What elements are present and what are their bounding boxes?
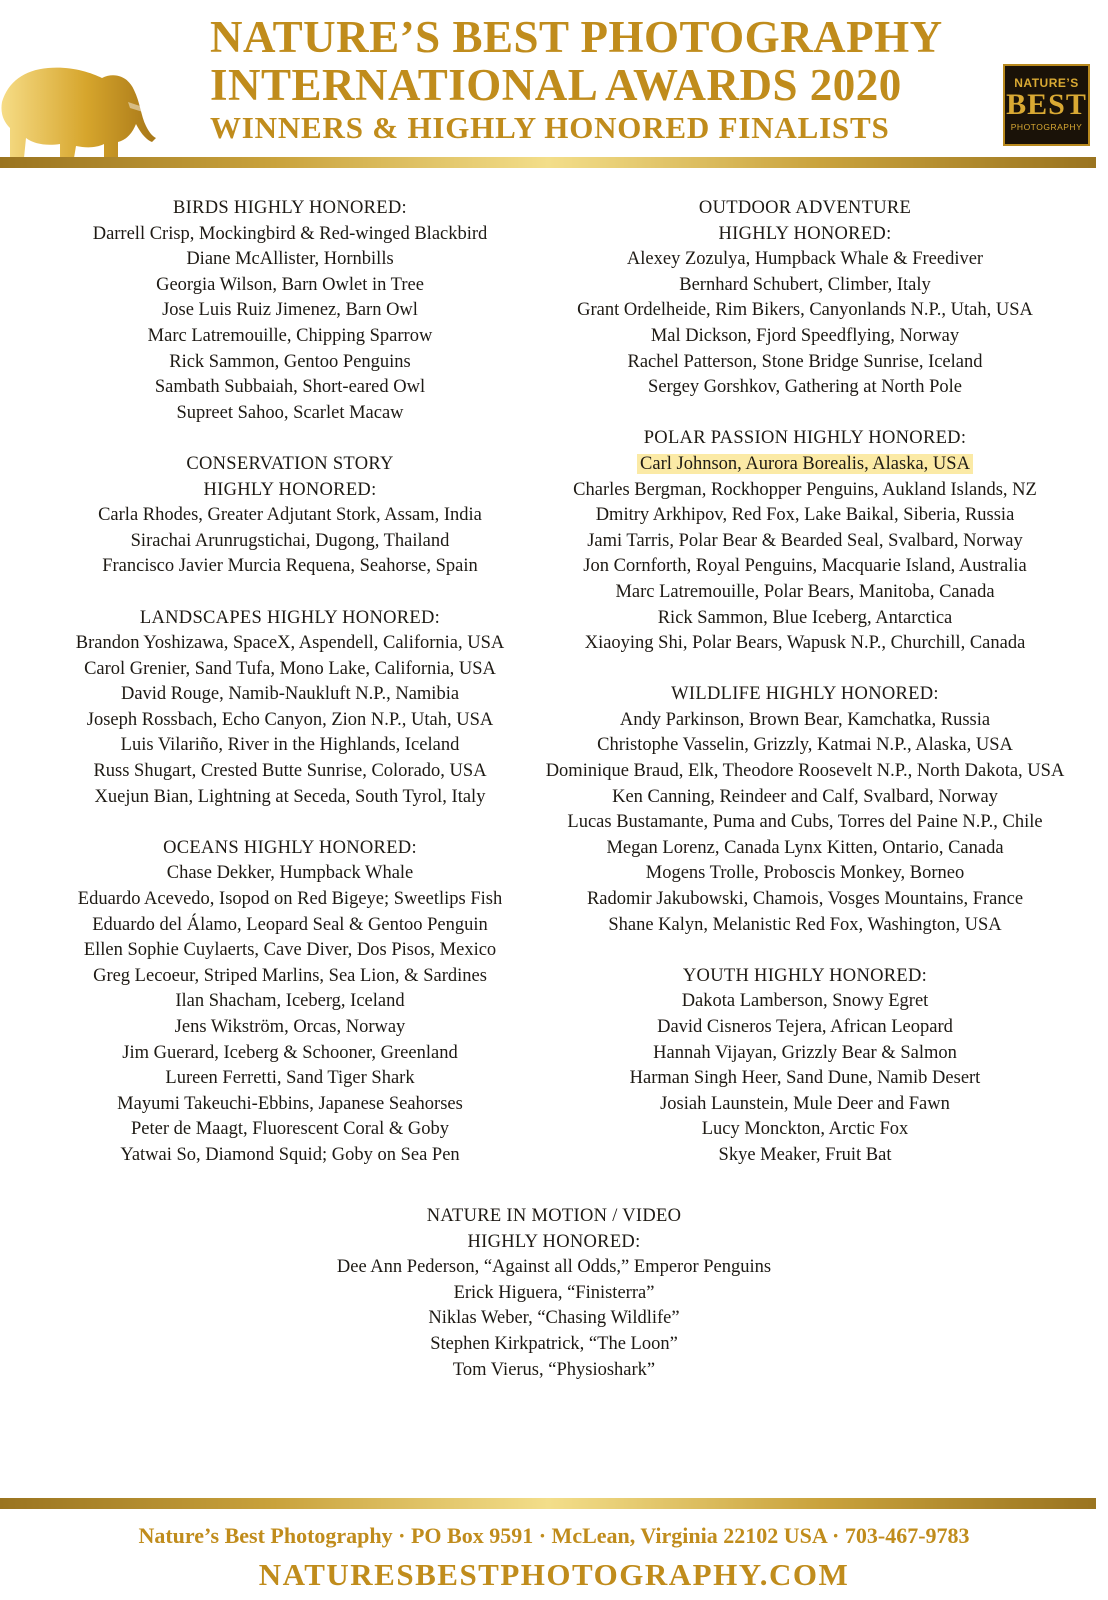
award-entry: Brandon Yoshizawa, SpaceX, Aspendell, California, USA bbox=[75, 633, 505, 654]
award-entry: Joseph Rossbach, Echo Canyon, Zion N.P., Utah, USA bbox=[86, 709, 494, 730]
award-section bbox=[545, 964, 1065, 1169]
top-gold-divider bbox=[0, 157, 1096, 168]
award-entry: Marc Latremouille, Polar Bears, Manitoba, Canada bbox=[615, 581, 995, 602]
award-entry: Mogens Trolle, Proboscis Monkey, Borneo bbox=[645, 863, 965, 884]
section-heading: HIGHLY HONORED: bbox=[718, 223, 892, 244]
award-entry: David Cisneros Tejera, African Leopard bbox=[657, 1017, 953, 1037]
logo-line-2: BEST bbox=[1006, 88, 1087, 121]
award-entry: Luis Vilariño, River in the Highlands, Iceland bbox=[120, 735, 460, 756]
award-entry: Xiaoying Shi, Polar Bears, Wapusk N.P., Churchill, Canada bbox=[584, 633, 1026, 654]
award-entry: Megan Lorenz, Canada Lynx Kitten, Ontario, Canada bbox=[606, 837, 1004, 858]
award-entry: Mal Dickson, Fjord Speedflying, Norway bbox=[650, 325, 960, 346]
award-section bbox=[545, 682, 1065, 938]
highlighted-entry: Carl Johnson, Aurora Borealis, Alaska, USA bbox=[637, 454, 973, 474]
bottom-gold-divider bbox=[0, 1498, 1096, 1509]
award-entry: Tom Vierus, “Physioshark” bbox=[452, 1359, 656, 1380]
logo-line-1: NATURE’S bbox=[1014, 76, 1079, 90]
award-entry: Peter de Maagt, Fluorescent Coral & Goby bbox=[130, 1119, 450, 1140]
award-entry: Jim Guerard, Iceberg & Schooner, Greenland bbox=[122, 1042, 458, 1063]
award-entry: Andy Parkinson, Brown Bear, Kamchatka, Russia bbox=[619, 709, 991, 730]
award-entry: Lucy Monckton, Arctic Fox bbox=[701, 1119, 909, 1140]
footer-website-link[interactable]: NATURESBESTPHOTOGRAPHY.COM bbox=[258, 1557, 850, 1592]
title-line-2: INTERNATIONAL AWARDS 2020 bbox=[210, 60, 902, 110]
award-section bbox=[30, 196, 550, 426]
award-entry: Georgia Wilson, Barn Owlet in Tree bbox=[156, 274, 424, 295]
section-heading: CONSERVATION STORY bbox=[186, 453, 394, 474]
award-entry: Jose Luis Ruiz Jimenez, Barn Owl bbox=[162, 300, 418, 321]
section-heading: HIGHLY HONORED: bbox=[203, 479, 377, 500]
title-line-3: WINNERS & HIGHLY HONORED FINALISTS bbox=[210, 110, 890, 145]
award-entry: Skye Meaker, Fruit Bat bbox=[718, 1144, 892, 1165]
award-entry: David Rouge, Namib-Naukluft N.P., Namibia bbox=[120, 684, 460, 705]
award-entry: Erick Higuera, “Finisterra” bbox=[453, 1282, 655, 1303]
award-entry: Marc Latremouille, Chipping Sparrow bbox=[147, 325, 433, 346]
footer-address: Nature’s Best Photography · PO Box 9591 · McLean, Virginia 22102 USA · 703-467-9783 bbox=[138, 1523, 970, 1548]
natures-best-logo bbox=[1003, 64, 1090, 146]
section-heading: HIGHLY HONORED: bbox=[467, 1231, 641, 1252]
award-entry: Jami Tarris, Polar Bear & Bearded Seal, Svalbard, Norway bbox=[587, 530, 1023, 551]
award-entry: Eduardo del Álamo, Leopard Seal & Gentoo Penguin bbox=[92, 914, 488, 935]
award-entry: Radomir Jakubowski, Chamois, Vosges Mountains, France bbox=[586, 889, 1024, 910]
award-entry: Sirachai Arunrugstichai, Dugong, Thailand bbox=[130, 530, 450, 551]
section-heading: OUTDOOR ADVENTURE bbox=[698, 198, 912, 218]
award-entry: Harman Singh Heer, Sand Dune, Namib Desert bbox=[629, 1068, 981, 1089]
award-section bbox=[0, 1204, 1108, 1383]
award-entry: Josiah Launstein, Mule Deer and Fawn bbox=[660, 1093, 950, 1114]
logo-line-3: PHOTOGRAPHY bbox=[1010, 122, 1083, 132]
award-entry: Dakota Lamberson, Snowy Egret bbox=[681, 991, 929, 1012]
award-entry: Ken Canning, Reindeer and Calf, Svalbard, Norway bbox=[612, 786, 998, 807]
award-entry: Bernhard Schubert, Climber, Italy bbox=[679, 274, 931, 295]
title-line-1: NATURE’S BEST PHOTOGRAPHY bbox=[210, 12, 943, 62]
award-section bbox=[30, 606, 550, 811]
award-entry: Sambath Subbaiah, Short-eared Owl bbox=[154, 377, 426, 398]
award-entry: Sergey Gorshkov, Gathering at North Pole bbox=[648, 377, 962, 398]
award-entry: Yatwai So, Diamond Squid; Goby on Sea Pen bbox=[120, 1144, 460, 1165]
award-entry: Dmitry Arkhipov, Red Fox, Lake Baikal, Siberia, Russia bbox=[595, 505, 1015, 526]
award-entry: Jon Cornforth, Royal Penguins, Macquarie Island, Australia bbox=[583, 556, 1027, 577]
award-entry: Grant Ordelheide, Rim Bikers, Canyonlands N.P., Utah, USA bbox=[577, 300, 1033, 321]
award-entry: Rick Sammon, Gentoo Penguins bbox=[169, 351, 411, 372]
award-entry: Darrell Crisp, Mockingbird & Red-winged Blackbird bbox=[92, 223, 488, 244]
award-section bbox=[545, 426, 1065, 656]
award-entry: Shane Kalyn, Melanistic Red Fox, Washington, USA bbox=[608, 914, 1002, 935]
award-entry: Charles Bergman, Rockhopper Penguins, Aukland Islands, NZ bbox=[573, 479, 1037, 500]
award-entry: Supreet Sahoo, Scarlet Macaw bbox=[176, 402, 404, 423]
award-section bbox=[30, 836, 550, 1169]
award-entry: Ellen Sophie Cuylaerts, Cave Diver, Dos Pisos, Mexico bbox=[83, 940, 497, 961]
section-heading: LANDSCAPES HIGHLY HONORED: bbox=[139, 607, 441, 628]
award-entry: Eduardo Acevedo, Isopod on Red Bigeye; Sweetlips Fish bbox=[77, 889, 503, 910]
award-entry: Christophe Vasselin, Grizzly, Katmai N.P., Alaska, USA bbox=[597, 735, 1013, 756]
award-entry: Dominique Braud, Elk, Theodore Roosevelt N.P., North Dakota, USA bbox=[545, 761, 1065, 782]
award-entry: Greg Lecoeur, Striped Marlins, Sea Lion, & Sardines bbox=[93, 965, 487, 986]
award-entry: Russ Shugart, Crested Butte Sunrise, Colorado, USA bbox=[93, 761, 487, 782]
award-entry: Lucas Bustamante, Puma and Cubs, Torres del Paine N.P., Chile bbox=[567, 812, 1043, 833]
award-entry: Chase Dekker, Humpback Whale bbox=[166, 863, 414, 884]
left-column bbox=[30, 196, 550, 1194]
section-heading: WILDLIFE HIGHLY HONORED: bbox=[671, 684, 939, 705]
award-entry: Jens Wikström, Orcas, Norway bbox=[174, 1017, 406, 1037]
elephant-icon bbox=[0, 58, 162, 160]
section-heading: BIRDS HIGHLY HONORED: bbox=[173, 198, 407, 218]
award-section bbox=[545, 196, 1065, 401]
award-entry: Niklas Weber, “Chasing Wildlife” bbox=[428, 1308, 680, 1329]
award-entry: Carol Grenier, Sand Tufa, Mono Lake, California, USA bbox=[84, 658, 496, 679]
award-section bbox=[30, 452, 550, 580]
highlighted-entry-row bbox=[545, 452, 1065, 478]
award-entry: Stephen Kirkpatrick, “The Loon” bbox=[430, 1333, 678, 1354]
section-heading: OCEANS HIGHLY HONORED: bbox=[163, 837, 417, 858]
section-heading: YOUTH HIGHLY HONORED: bbox=[682, 965, 928, 986]
award-entry: Xuejun Bian, Lightning at Seceda, South Tyrol, Italy bbox=[94, 786, 486, 807]
section-heading: POLAR PASSION HIGHLY HONORED: bbox=[643, 428, 967, 449]
award-entry: Dee Ann Pederson, “Against all Odds,” Emperor Penguins bbox=[336, 1257, 772, 1278]
award-entry: Ilan Shacham, Iceberg, Iceland bbox=[175, 991, 405, 1012]
nature-in-motion-section bbox=[0, 1204, 1108, 1409]
award-entry: Alexey Zozulya, Humpback Whale & Freediver bbox=[626, 249, 984, 270]
award-entry: Mayumi Takeuchi-Ebbins, Japanese Seahorses bbox=[117, 1093, 463, 1114]
award-entry: Carla Rhodes, Greater Adjutant Stork, Assam, India bbox=[98, 505, 482, 526]
page-header bbox=[0, 0, 1108, 160]
award-entry: Rick Sammon, Blue Iceberg, Antarctica bbox=[657, 607, 953, 628]
award-entry: Lureen Ferretti, Sand Tiger Shark bbox=[165, 1068, 415, 1089]
right-column bbox=[545, 196, 1065, 1194]
award-entry: Hannah Vijayan, Grizzly Bear & Salmon bbox=[653, 1042, 957, 1063]
section-heading: NATURE IN MOTION / VIDEO bbox=[426, 1206, 682, 1226]
award-entry: Rachel Patterson, Stone Bridge Sunrise, Iceland bbox=[627, 351, 983, 372]
award-entry: Diane McAllister, Hornbills bbox=[186, 249, 394, 270]
award-entry: Francisco Javier Murcia Requena, Seahorse, Spain bbox=[102, 556, 478, 577]
